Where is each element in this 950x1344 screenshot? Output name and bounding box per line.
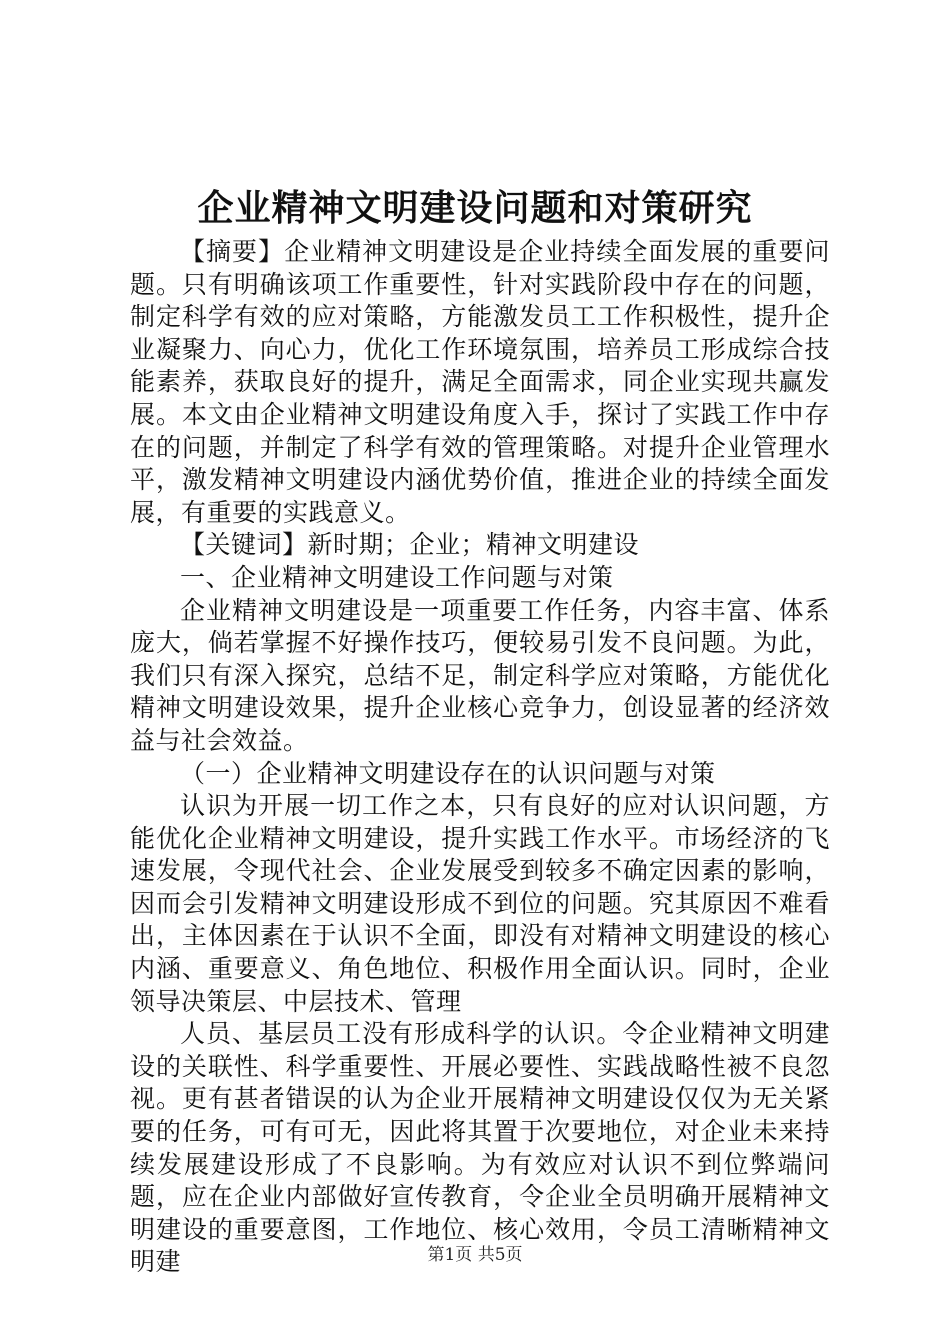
body-paragraph: 认识为开展一切工作之本，只有良好的应对认识问题，方能优化企业精神文明建设，提升实践工作水平。市场经济的飞速发展，令现代社会、企业发展受到较多不确定因素的影响，因而会引发精神文明建设形成不到位的问题。究其原因不难看出，主体因素在于认识不全面，即没有对精神文明建设的核心内涵、重要意义、角色地位、积极作用全面认识。同时，企业领导决策层、中层技术、管理 xyxy=(130,791,830,1016)
body-paragraph: 人员、基层员工没有形成科学的认识。令企业精神文明建设的关联性、科学重要性、开展必要性、实践战略性被不良忽视。更有甚者错误的认为企业开展精神文明建设仅仅为无关紧要的任务，可有可无，因此将其置于次要地位，对企业未来持续发展建设形成了不良影响。为有效应对认识不到位弊端问题，应在企业内部做好宣传教育，令企业全员明确开展精神文明建设的重要意图，工作地位、核心效用，令员工清晰精神文明建 xyxy=(130,1019,830,1277)
document-title: 企业精神文明建设问题和对策研究 xyxy=(197,187,753,229)
subsection-heading-1: （一）企业精神文明建设存在的认识问题与对策 xyxy=(180,758,716,788)
abstract-paragraph: 【摘要】企业精神文明建设是企业持续全面发展的重要问题。只有明确该项工作重要性，针对实践阶段中存在的问题，制定科学有效的应对策略，方能激发员工工作积极性，提升企业凝聚力、向心力，优化工作环境氛围，培养员工形成综合技能素养，获取良好的提升，满足全面需求，同企业实现共赢发展。本文由企业精神文明建设角度入手，探讨了实践工作中存在的问题，并制定了科学有效的管理策略。对提升企业管理水平，激发精神文明建设内涵优势价值，推进企业的持续全面发展，有重要的实践意义。 xyxy=(130,237,830,527)
keywords-paragraph: 【关键词】新时期；企业；精神文明建设 xyxy=(180,530,640,560)
section-heading-1: 一、企业精神文明建设工作问题与对策 xyxy=(180,562,614,592)
body-paragraph: 企业精神文明建设是一项重要工作任务，内容丰富、体系庞大，倘若掌握不好操作技巧，便较易引发不良问题。为此，我们只有深入探究，总结不足，制定科学应对策略，方能优化精神文明建设效果，提升企业核心竞争力，创设显著的经济效益与社会效益。 xyxy=(130,595,830,755)
document-body xyxy=(130,236,830,1279)
page-footer: 第1页 共5页 xyxy=(427,1245,523,1265)
